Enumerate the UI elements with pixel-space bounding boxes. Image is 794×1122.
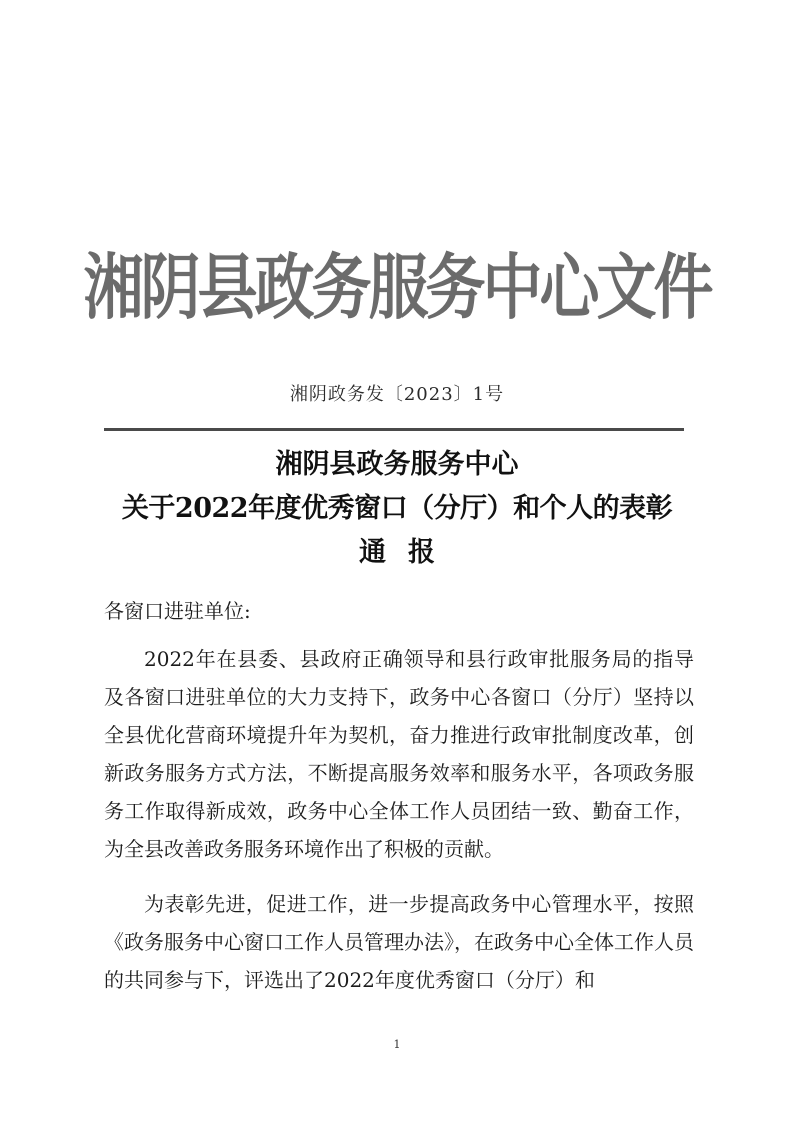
title-line-2: 关于2022年度优秀窗口（分厅）和个人的表彰 [121,493,673,524]
body-paragraph-2 [104,885,694,999]
masthead: 湘阴县政务服务中心文件 [83,247,711,330]
title-line-3: 通报 [359,537,457,568]
page-number: 1 [393,1038,401,1051]
salutation: 各窗口进驻单位: [104,599,251,623]
red-header-divider [104,428,684,431]
paragraph-text: 为表彰先进，促进工作，进一步提高政务中心管理水平，按照《政务服务中心窗口工作人员管理办法》，在政务中心全体工作人员的共同参与下，评选出了2022年度优秀窗口（分厅）和 [104,892,694,992]
body-paragraph-1 [104,640,694,868]
document-number: 湘阴政务发〔2023〕1号 [289,384,505,405]
title-line-1: 湘阴县政务服务中心 [275,449,519,480]
paragraph-text: 2022年在县委、县政府正确领导和县行政审批服务局的指导及各窗口进驻单位的大力支持下，政务中心各窗口（分厅）坚持以全县优化营商环境提升年为契机，奋力推进行政审批制度改革，创新政务服务方式方法，不断提高服务效率和服务水平，各项政务服务工作取得新成效，政务中心全体工作人员团结一致、勤奋工作，为全县改善政务服务环境作出了积极的贡献。 [104,647,694,861]
